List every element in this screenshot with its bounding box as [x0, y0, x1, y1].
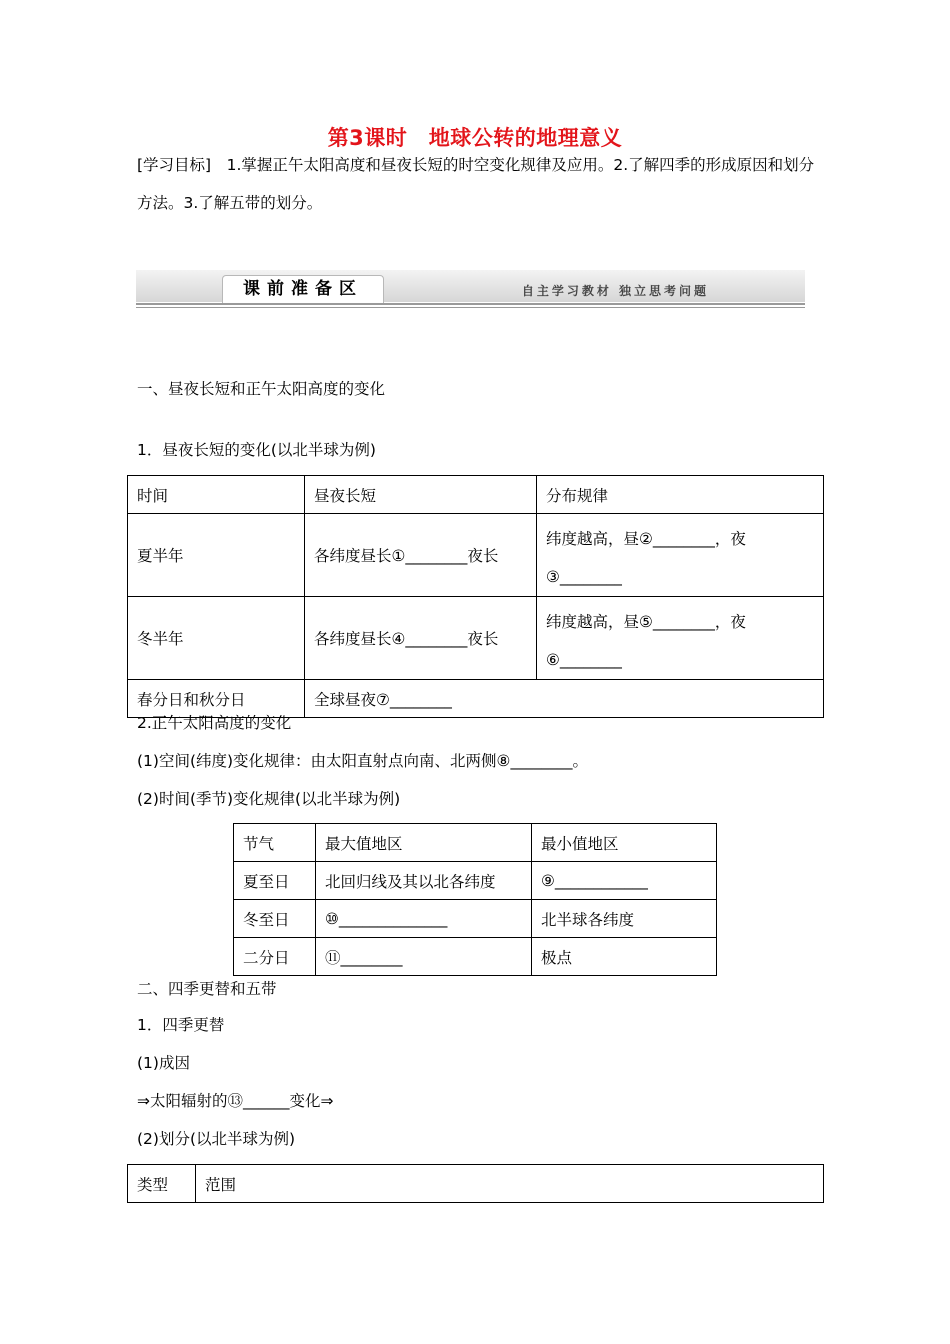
- table-cell: 二分日: [234, 938, 316, 976]
- section-2-1-1: (1)成因: [137, 1054, 190, 1072]
- table-cell: 冬至日: [234, 900, 316, 938]
- table-cell: 各纬度昼长①________夜长: [305, 514, 537, 597]
- table-cell: 北回归线及其以北各纬度: [316, 862, 532, 900]
- table-row: [234, 824, 717, 862]
- section-1-1-heading: 1．昼夜长短的变化(以北半球为例): [137, 441, 376, 459]
- table-cell: 纬度越高，昼②________，夜③________: [537, 514, 824, 597]
- table-row: [128, 514, 824, 597]
- table-cell: 北半球各纬度: [532, 900, 717, 938]
- learning-objectives: [学习目标] 1.掌握正午太阳高度和昼夜长短的时空变化规律及应用。2.了解四季的形成原因和划分方法。3.了解五带的划分。: [137, 156, 815, 212]
- table-cell: 各纬度昼长④________夜长: [305, 597, 537, 680]
- table-header-cell: 分布规律: [537, 476, 824, 514]
- section-banner: [136, 270, 805, 310]
- table-row: [128, 476, 824, 514]
- table-row: [234, 900, 717, 938]
- section-1-2-1: (1)空间(纬度)变化规律：由太阳直射点向南、北两侧⑧________。: [137, 752, 588, 770]
- banner-rule: [136, 303, 805, 305]
- section-2-1-2: (2)划分(以北半球为例): [137, 1130, 296, 1148]
- section-1-2-heading: 2.正午太阳高度的变化: [137, 714, 292, 732]
- season-division-table: [127, 1164, 824, 1203]
- table-row: [234, 862, 717, 900]
- banner-subtitle: 自主学习教材 独立思考问题: [521, 284, 709, 298]
- page-title: 第3课时 地球公转的地理意义: [327, 126, 623, 150]
- table-cell: ⑩______________: [316, 900, 532, 938]
- table-row: [128, 1165, 824, 1203]
- table-header-cell: 最小值地区: [532, 824, 717, 862]
- table-header-cell: 昼夜长短: [305, 476, 537, 514]
- table-header-cell: 最大值地区: [316, 824, 532, 862]
- section-2-1-heading: 1．四季更替: [137, 1016, 225, 1034]
- table-cell: 极点: [532, 938, 717, 976]
- season-cause-line: ⇒太阳辐射的⑬______变化⇒: [137, 1092, 334, 1110]
- table-header-cell: 范围: [196, 1165, 824, 1203]
- table-cell: 夏半年: [128, 514, 305, 597]
- table-header-cell: 类型: [128, 1165, 196, 1203]
- table-cell: 全球昼夜⑦________: [305, 680, 824, 718]
- table-row: [128, 597, 824, 680]
- table-header-cell: 时间: [128, 476, 305, 514]
- sun-height-table: [233, 823, 717, 976]
- banner-tab: 课前准备区: [222, 275, 384, 303]
- table-cell: 冬半年: [128, 597, 305, 680]
- banner-rule-thin: [136, 307, 805, 308]
- section-1-2-2: (2)时间(季节)变化规律(以北半球为例): [137, 790, 401, 808]
- table-cell: 纬度越高，昼⑤________，夜⑥________: [537, 597, 824, 680]
- table-cell: ⑨____________: [532, 862, 717, 900]
- table-cell: ⑪________: [316, 938, 532, 976]
- section-2-heading: 二、四季更替和五带: [137, 980, 277, 998]
- table-header-cell: 节气: [234, 824, 316, 862]
- table-cell: 夏至日: [234, 862, 316, 900]
- section-1-heading: 一、昼夜长短和正午太阳高度的变化: [137, 380, 386, 398]
- table-cell: 春分日和秋分日: [128, 680, 305, 718]
- day-night-table: [127, 475, 824, 718]
